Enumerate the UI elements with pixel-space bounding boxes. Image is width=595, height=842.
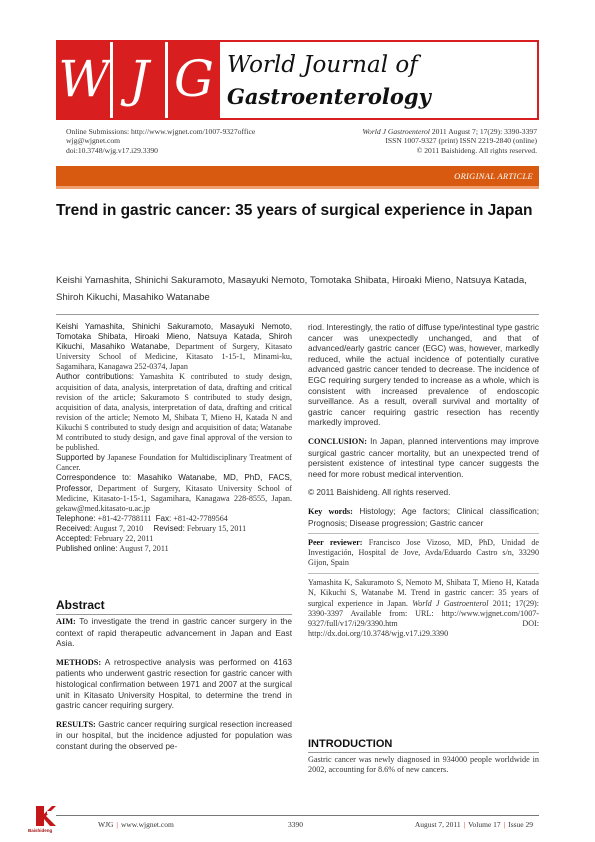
contact-phone-fax [56, 514, 292, 524]
online-submissions[interactable]: Online Submissions: http://www.wjgnet.com/1007-9327office [66, 127, 256, 136]
revised-date: February 15, 2011 [184, 523, 247, 533]
introduction-divider [308, 752, 539, 753]
accepted-date: February 22, 2011 [92, 533, 154, 543]
footer-separator: | [503, 820, 506, 829]
correspondence-address: Department of Surgery, Kitasato University School of Medicine, Kitasato-1-15-1, Sagamihara, Kanagawa 228-8555, Japan. gekaw@med.kitasato-u.ac.jp [56, 483, 292, 513]
footer-volume: Volume 17 [468, 820, 501, 829]
introduction-heading: INTRODUCTION [308, 738, 393, 750]
keywords [308, 506, 539, 528]
conclusion-label: CONCLUSION: [308, 436, 368, 446]
results-text: Gastric cancer requiring surgical resection increased in our hospital, but the incidence adjusted for population was constant during the observed pe- [56, 718, 292, 751]
received-revised [56, 524, 292, 534]
fax-number: +81-42-7789564 [171, 513, 228, 523]
contributions-text: Yamashita K contributed to study design, acquisition of data, analysis, interpretation of data, drafting and critical revision of the article; Sakuramoto S contributed to study design, acquisition of data, analysis, interpretation of data, drafting and critical revision of the article; Nemoto M, Shibata T, Mieno H, Katada N and Kikuchi S contributed to study design and acquisition of data; Watanabe M contributed to study design, and gave final approval of the version to be published. [56, 372, 292, 453]
telephone-label: Telephone: [56, 513, 96, 523]
publisher-logo-text: Baishideng [28, 828, 53, 833]
results-label: RESULTS: [56, 719, 96, 729]
journal-name-line1: World Journal of [227, 52, 418, 78]
abstract-conclusion [308, 436, 539, 479]
reviewer-label: Peer reviewer: [308, 538, 363, 548]
published-date: August 7, 2011 [117, 544, 169, 554]
accepted-label: Accepted: [56, 533, 92, 543]
abstract-right [308, 322, 539, 647]
journal-name-line2: Gastroenterology [227, 84, 431, 109]
header-copyright: © 2011 Baishideng. All rights reserved. [416, 145, 537, 155]
article-doi[interactable]: doi:10.3748/wjg.v17.i29.3390 [66, 145, 158, 155]
correspondence [56, 473, 292, 513]
footer-divider [56, 815, 539, 816]
abstract-left [56, 616, 292, 760]
footer-date: August 7, 2011 [414, 820, 461, 829]
telephone-number: +81-42-7788111 [95, 513, 152, 523]
cite-text: Yamashita K, Sakuramoto S, Nemoto M, Shibata T, Mieno H, Katada N, Kikuchi S, Watanabe M. Trend in gastric cancer: 35 years of surgical experience in Japan. [308, 578, 539, 608]
abstract-heading: Abstract [56, 598, 105, 612]
keywords-text: Histology; Age factors; Clinical classification; Prognosis; Disease progression; Gastric cancer [308, 505, 539, 528]
footer-issue: Issue 29 [508, 820, 533, 829]
support-label: Supported by [56, 453, 105, 463]
citation-journal: World J Gastroenterol [362, 127, 430, 136]
footer-url[interactable]: www.wjgnet.com [120, 820, 174, 829]
logo-letter-j: J [113, 42, 165, 118]
keywords-divider [308, 533, 539, 534]
abstract-divider [56, 614, 292, 615]
correspondence-title: Professor, [56, 483, 93, 493]
author-list: Keishi Yamashita, Shinichi Sakuramoto, Masayuki Nemoto, Tomotaka Shibata, Hiroaki Mieno, Natsuya Katada, Shiroh Kikuchi, Masahiko Watanabe [56, 275, 527, 303]
received-label: Received: [56, 523, 92, 533]
article-type-bar [56, 166, 539, 186]
aim-label: AIM: [56, 617, 76, 626]
abstract-aim [56, 616, 292, 649]
author-info-block [56, 322, 292, 554]
affiliation [56, 322, 292, 372]
citation-line [362, 127, 537, 136]
logo-letter-w: W [58, 42, 110, 118]
footer-issue-info [415, 820, 533, 829]
footer-journal-abbr: WJG [98, 820, 114, 829]
accepted [56, 534, 292, 544]
peer-reviewer [308, 538, 539, 568]
correspondence-label: Correspondence to: [56, 473, 132, 483]
results-continued: riod. Interestingly, the ratio of diffuse type/intestinal type gastric cancer was unexpectedly unchanged, and that of advanced/early gastric cancer (EGC) was, however, markedly reduced, while the actual incidence of potentially curative advanced gastric cancer tended to decrease. The incidence of EGC requiring surgery tended to increase as a whole, which is consistent with increased prevalence of endoscopic surveillance. As a result, overall survival and mortality of gastric cancer requiring gastric resection has recently markedly improved. [308, 322, 539, 428]
received-date: August 7, 2010 [92, 523, 144, 533]
support-text: Japanese Foundation for Multidisciplinary Treatment of Cancer. [56, 453, 292, 473]
revised-label: Revised: [153, 523, 185, 533]
supported-by [56, 453, 292, 473]
published-online [56, 544, 292, 554]
methods-text: A retrospective analysis was performed on 4163 patients who underwent gastric resection for gastric cancer with histological confirmation between 1971 and 2007 at the surgical unit in Kitasato University Hospital, to determine the trend in gastric cancer requiring surgery. [56, 656, 292, 711]
reviewer-divider [308, 573, 539, 574]
footer-separator: | [463, 820, 466, 829]
issn: ISSN 1007-9327 (print) ISSN 2219-2840 (online) [385, 136, 537, 146]
how-to-cite [308, 578, 539, 639]
contributions-label: Author contributions: [56, 372, 135, 382]
introduction-text: Gastric cancer was newly diagnosed in 934000 people worldwide in 2002, accounting for 8.6% of new cancers. [308, 755, 539, 775]
published-label: Published online: [56, 544, 118, 554]
affiliation-authors: Keishi Yamashita, Shinichi Sakuramoto, Masayuki Nemoto, Tomotaka Shibata, Hiroaki Mieno, Natsuya Katada, Shiroh Kikuchi, Masahiko Watanabe, [56, 322, 292, 352]
correspondence-name: Masahiko Watanabe, MD, PhD, FACS, [131, 473, 292, 483]
methods-label: METHODS: [56, 657, 102, 667]
conclusion-text: In Japan, planned interventions may improve surgical gastric cancer mortality, but an unexpected trend of persistent existence of intestinal type cancer suggests the need for more robust medical intervention. [308, 435, 539, 479]
cite-journal: World J Gastroenterol [412, 598, 489, 608]
article-title: Trend in gastric cancer: 35 years of surgical experience in Japan [56, 202, 533, 219]
footer-separator: | [116, 820, 118, 829]
aim-text: To investigate the trend in gastric cancer surgery in the context of rapid therapeutic advancement in Japan and East Asia. [56, 616, 292, 649]
citation-details: 2011 August 7; 17(29): 3390-3397 [429, 127, 537, 136]
journal-email[interactable]: wjg@wjgnet.com [66, 136, 121, 146]
cite-details[interactable]: 2011; 17(29): 3390-3397 Available from: URL: http://www.wjgnet.com/1007-9327/full/v17/i29/3390.htm DOI: http://dx.doi.org/10.3748/wjg.v17.i29.3390 [308, 598, 539, 638]
publisher-logo-icon [32, 802, 58, 828]
abstract-results [56, 719, 292, 752]
submission-info [66, 127, 255, 155]
article-type: ORIGINAL ARTICLE [454, 171, 533, 181]
affiliation-text: Department of Surgery, Kitasato University School of Medicine, Kitasato 1-15-1, Minami-ku, Sagamihara, Kanagawa 252-0374, Japan [56, 342, 292, 372]
reviewer-text: Francisco Jose Vizoso, MD, PhD, Unidad de Investigación, Hospital de Jove, Avda/Eduardo Castro s/n, 33290 Gijon, Spain [308, 538, 540, 568]
author-contributions [56, 372, 292, 453]
logo-letter-g: G [168, 42, 220, 118]
citation-info [362, 127, 537, 155]
abstract-copyright: © 2011 Baishideng. All rights reserved. [308, 487, 451, 498]
journal-logo [56, 40, 539, 120]
abstract-methods [56, 657, 292, 711]
article-type-underline [56, 186, 539, 189]
keywords-label: Key words: [308, 506, 353, 516]
footer-journal [98, 820, 174, 829]
divider [56, 314, 539, 315]
page-number: 3390 [288, 820, 303, 829]
fax-label: Fax: [155, 513, 172, 523]
